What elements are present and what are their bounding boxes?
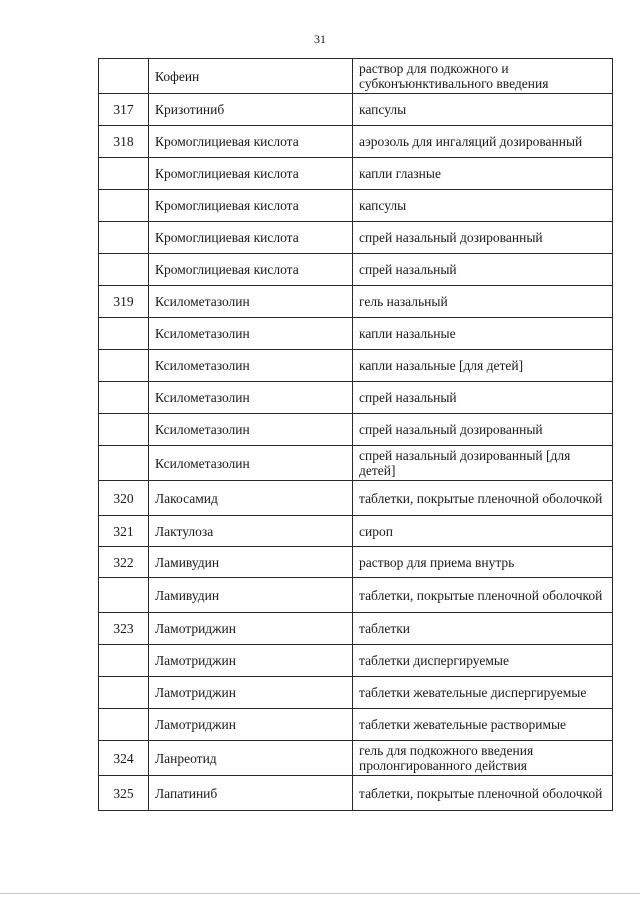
drug-name: Ламотриджин	[149, 677, 353, 709]
row-number: 322	[99, 547, 149, 578]
row-number: 325	[99, 776, 149, 811]
dosage-form: раствор для приема внутрь	[353, 547, 613, 578]
dosage-form: таблетки, покрытые пленочной оболочкой	[353, 776, 613, 811]
table-row	[99, 286, 613, 318]
row-number: 320	[99, 481, 149, 516]
row-number: 324	[99, 741, 149, 776]
row-number	[99, 318, 149, 350]
dosage-form: спрей назальный	[353, 382, 613, 414]
row-number	[99, 59, 149, 94]
row-number	[99, 350, 149, 382]
table-row	[99, 222, 613, 254]
dosage-form: раствор для подкожного и субконъюнктивального введения	[353, 59, 613, 94]
table-row	[99, 190, 613, 222]
table-row	[99, 382, 613, 414]
dosage-form: таблетки, покрытые пленочной оболочкой	[353, 481, 613, 516]
drug-name: Ксилометазолин	[149, 382, 353, 414]
row-number: 318	[99, 126, 149, 158]
drug-table	[98, 58, 613, 811]
table-row	[99, 776, 613, 811]
row-number	[99, 677, 149, 709]
table-row	[99, 318, 613, 350]
dosage-form: аэрозоль для ингаляций дозированный	[353, 126, 613, 158]
row-number	[99, 645, 149, 677]
row-number	[99, 446, 149, 481]
drug-name: Кризотиниб	[149, 94, 353, 126]
drug-name: Кромоглициевая кислота	[149, 222, 353, 254]
dosage-form: капсулы	[353, 94, 613, 126]
row-number	[99, 709, 149, 741]
dosage-form: спрей назальный дозированный	[353, 414, 613, 446]
drug-name: Лапатиниб	[149, 776, 353, 811]
page-bottom-divider	[0, 893, 640, 894]
table-row	[99, 94, 613, 126]
drug-name: Кромоглициевая кислота	[149, 126, 353, 158]
drug-name: Лактулоза	[149, 516, 353, 547]
row-number: 321	[99, 516, 149, 547]
table-row	[99, 481, 613, 516]
dosage-form: спрей назальный	[353, 254, 613, 286]
dosage-form: капли назальные [для детей]	[353, 350, 613, 382]
dosage-form: гель для подкожного введения пролонгированного действия	[353, 741, 613, 776]
row-number: 319	[99, 286, 149, 318]
row-number	[99, 158, 149, 190]
dosage-form: капли назальные	[353, 318, 613, 350]
dosage-form: таблетки диспергируемые	[353, 645, 613, 677]
drug-name: Ламотриджин	[149, 613, 353, 645]
table-row	[99, 516, 613, 547]
page-number: 31	[314, 32, 326, 46]
table-row	[99, 126, 613, 158]
drug-name: Кофеин	[149, 59, 353, 94]
row-number	[99, 222, 149, 254]
row-number	[99, 578, 149, 613]
drug-name: Ламивудин	[149, 578, 353, 613]
drug-name: Кромоглициевая кислота	[149, 190, 353, 222]
drug-name: Ламотриджин	[149, 645, 353, 677]
dosage-form: гель назальный	[353, 286, 613, 318]
row-number	[99, 382, 149, 414]
dosage-form: таблетки жевательные диспергируемые	[353, 677, 613, 709]
table-row	[99, 350, 613, 382]
table-row	[99, 254, 613, 286]
drug-name: Кромоглициевая кислота	[149, 254, 353, 286]
dosage-form: сироп	[353, 516, 613, 547]
drug-name: Ксилометазолин	[149, 286, 353, 318]
table-row	[99, 578, 613, 613]
table-row	[99, 59, 613, 94]
dosage-form: спрей назальный дозированный [для детей]	[353, 446, 613, 481]
table-row	[99, 158, 613, 190]
table-row	[99, 414, 613, 446]
dosage-form: таблетки жевательные растворимые	[353, 709, 613, 741]
dosage-form: таблетки, покрытые пленочной оболочкой	[353, 578, 613, 613]
drug-name: Ланреотид	[149, 741, 353, 776]
row-number: 317	[99, 94, 149, 126]
table-row	[99, 709, 613, 741]
drug-name: Лакосамид	[149, 481, 353, 516]
table-row	[99, 645, 613, 677]
table-row	[99, 613, 613, 645]
drug-name: Ксилометазолин	[149, 350, 353, 382]
drug-name: Ламотриджин	[149, 709, 353, 741]
row-number	[99, 190, 149, 222]
drug-name: Ксилометазолин	[149, 318, 353, 350]
drug-name: Кромоглициевая кислота	[149, 158, 353, 190]
dosage-form: таблетки	[353, 613, 613, 645]
dosage-form: спрей назальный дозированный	[353, 222, 613, 254]
dosage-form: капсулы	[353, 190, 613, 222]
table-row	[99, 677, 613, 709]
row-number	[99, 254, 149, 286]
drug-name: Ксилометазолин	[149, 446, 353, 481]
drug-name: Ксилометазолин	[149, 414, 353, 446]
drug-name: Ламивудин	[149, 547, 353, 578]
table-row	[99, 446, 613, 481]
dosage-form: капли глазные	[353, 158, 613, 190]
table-row	[99, 547, 613, 578]
row-number: 323	[99, 613, 149, 645]
table-row	[99, 741, 613, 776]
row-number	[99, 414, 149, 446]
